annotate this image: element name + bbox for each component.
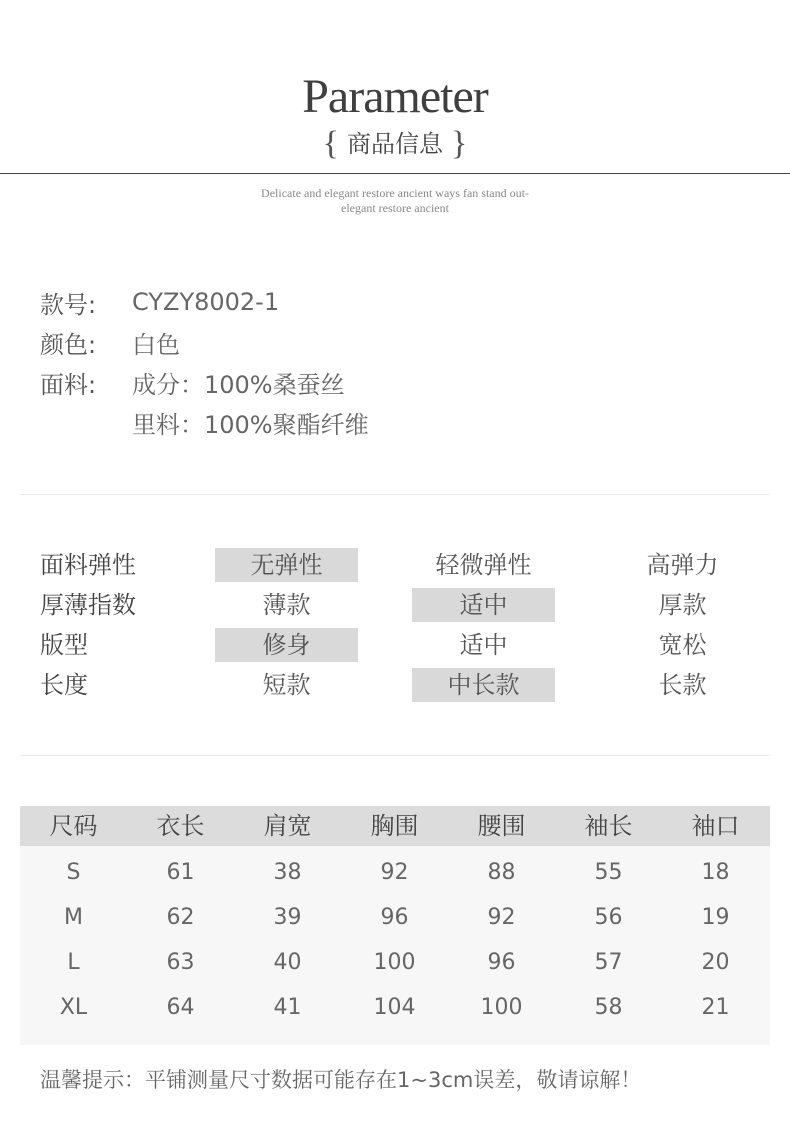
header-cell: 腰围	[477, 812, 526, 840]
attr-option-selected: 修身	[215, 628, 358, 662]
section-divider	[20, 755, 770, 756]
attr-option: 短款	[262, 671, 311, 699]
header-cell: 胸围	[370, 812, 419, 840]
info-value: 成分：100%桑蚕丝	[132, 370, 345, 399]
attr-row-thickness	[0, 585, 790, 625]
attr-label: 厚薄指数	[40, 591, 136, 619]
info-label: 款号:	[40, 290, 97, 319]
attr-row-elasticity	[0, 545, 790, 585]
section-divider	[20, 494, 770, 495]
table-row	[20, 940, 770, 985]
table-cell: 100	[480, 995, 523, 1020]
attr-option: 高弹力	[646, 551, 719, 579]
attr-row-fit	[0, 625, 790, 665]
table-cell: 38	[273, 860, 302, 885]
table-cell: 18	[701, 860, 730, 885]
attr-option-selected: 中长款	[412, 668, 555, 702]
info-label: 颜色:	[40, 330, 97, 359]
table-cell: 41	[273, 995, 302, 1020]
attr-label: 长度	[40, 671, 88, 699]
table-cell: 92	[380, 860, 409, 885]
attr-row-length	[0, 665, 790, 705]
measurement-tip: 温馨提示：平铺测量尺寸数据可能存在1~3cm误差，敬请谅解！	[40, 1068, 642, 1092]
info-row-color	[40, 322, 369, 362]
attr-option: 薄款	[262, 591, 311, 619]
attr-option: 厚款	[658, 591, 707, 619]
table-cell: 96	[487, 950, 516, 975]
info-row-fabric	[40, 362, 369, 402]
page-header	[0, 0, 790, 230]
table-cell: 58	[594, 995, 623, 1020]
table-row	[20, 850, 770, 895]
table-cell: 39	[273, 905, 302, 930]
product-info	[40, 282, 369, 442]
header-cell: 袖口	[691, 812, 740, 840]
table-cell: XL	[59, 995, 88, 1020]
table-cell: 20	[701, 950, 730, 975]
attr-option: 适中	[459, 631, 508, 659]
tagline-line-2: elegant restore ancient	[341, 201, 449, 215]
table-cell: 21	[701, 995, 730, 1020]
header-cell: 尺码	[49, 812, 98, 840]
attr-label: 版型	[40, 631, 88, 659]
table-cell: L	[67, 950, 80, 975]
table-cell: 100	[373, 950, 416, 975]
table-cell: 40	[273, 950, 302, 975]
page-subtitle	[0, 124, 790, 164]
header-cell: 袖长	[584, 812, 633, 840]
info-row-lining	[40, 402, 369, 442]
size-table-body	[20, 846, 770, 1030]
size-table-header	[20, 806, 770, 846]
table-cell: 63	[166, 950, 195, 975]
table-cell: 57	[594, 950, 623, 975]
table-cell: 104	[373, 995, 416, 1020]
attr-option: 轻微弹性	[435, 551, 532, 579]
tagline	[0, 186, 790, 216]
table-cell: 88	[487, 860, 516, 885]
table-row	[20, 985, 770, 1030]
info-value: CYZY8002-1	[132, 288, 280, 316]
left-brace: {	[322, 125, 339, 162]
table-cell: 62	[166, 905, 195, 930]
table-cell: 19	[701, 905, 730, 930]
info-value: 里料：100%聚酯纤维	[132, 410, 369, 439]
info-label: 面料:	[40, 370, 97, 399]
table-cell: 55	[594, 860, 623, 885]
table-cell: M	[64, 905, 83, 930]
tagline-line-1: Delicate and elegant restore ancient ways fan stand out-	[261, 186, 529, 200]
attribute-grid	[0, 545, 790, 705]
table-cell: S	[66, 860, 81, 885]
table-cell: 64	[166, 995, 195, 1020]
attr-option: 宽松	[658, 631, 707, 659]
table-row	[20, 895, 770, 940]
size-table	[20, 806, 770, 1045]
attr-option: 长款	[658, 671, 707, 699]
table-cell: 92	[487, 905, 516, 930]
table-cell: 56	[594, 905, 623, 930]
right-brace: }	[451, 125, 468, 162]
header-cell: 衣长	[156, 812, 205, 840]
attr-option-selected: 适中	[412, 588, 555, 622]
attr-option-selected: 无弹性	[215, 548, 358, 582]
subtitle-text: 商品信息	[347, 130, 443, 158]
table-cell: 96	[380, 905, 409, 930]
header-divider	[0, 173, 790, 174]
header-cell: 肩宽	[263, 812, 312, 840]
info-row-style-number	[40, 282, 369, 322]
info-value: 白色	[132, 330, 180, 359]
attr-label: 面料弹性	[40, 551, 136, 579]
page-title: Parameter	[302, 70, 488, 123]
table-cell: 61	[166, 860, 195, 885]
